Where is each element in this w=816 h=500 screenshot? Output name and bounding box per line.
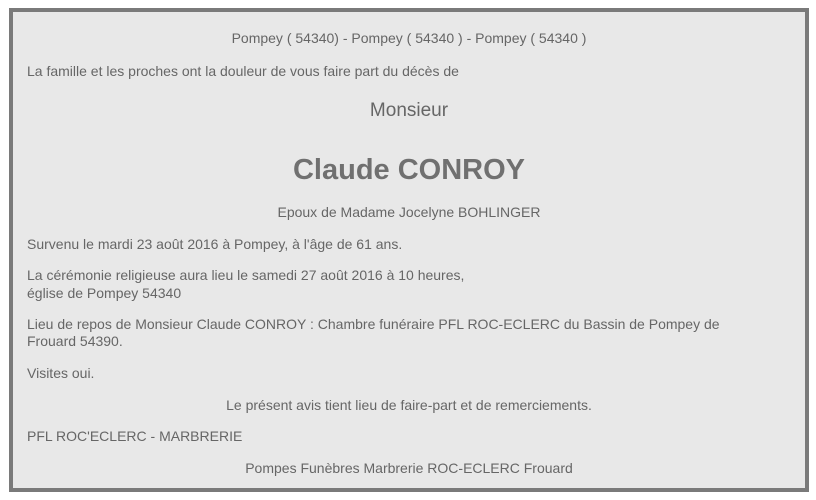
footer-text: Pompes Funèbres Marbrerie ROC-ECLERC Frouard bbox=[245, 460, 573, 476]
thanks-text: Le présent avis tient lieu de faire-part et de remerciements. bbox=[226, 397, 592, 413]
deceased-name: Claude CONROY bbox=[292, 154, 526, 186]
spouse-line: Epoux de Madame Jocelyne BOHLINGER bbox=[277, 204, 541, 220]
locations-line: Pompey ( 54340) - Pompey ( 54340 ) - Pompey ( 54340 ) bbox=[231, 30, 587, 46]
company-name: PFL ROC'ECLERC - MARBRERIE bbox=[27, 428, 243, 444]
ceremony-line-1: La cérémonie religieuse aura lieu le samedi 27 août 2016 à 10 heures, bbox=[27, 267, 465, 283]
obituary-notice bbox=[9, 8, 809, 492]
visits-text: Visites oui. bbox=[27, 365, 95, 381]
rest-place-text: Lieu de repos de Monsieur Claude CONROY : Chambre funéraire PFL ROC-ECLERC du Bassin de Pompey de Frouard 54390. bbox=[27, 316, 720, 349]
intro-text: La famille et les proches ont la douleur de vous faire part du décès de bbox=[27, 63, 459, 79]
death-info: Survenu le mardi 23 août 2016 à Pompey, à l'âge de 61 ans. bbox=[27, 236, 403, 252]
civility-title: Monsieur bbox=[369, 100, 449, 121]
ceremony-line-2: église de Pompey 54340 bbox=[27, 285, 182, 301]
